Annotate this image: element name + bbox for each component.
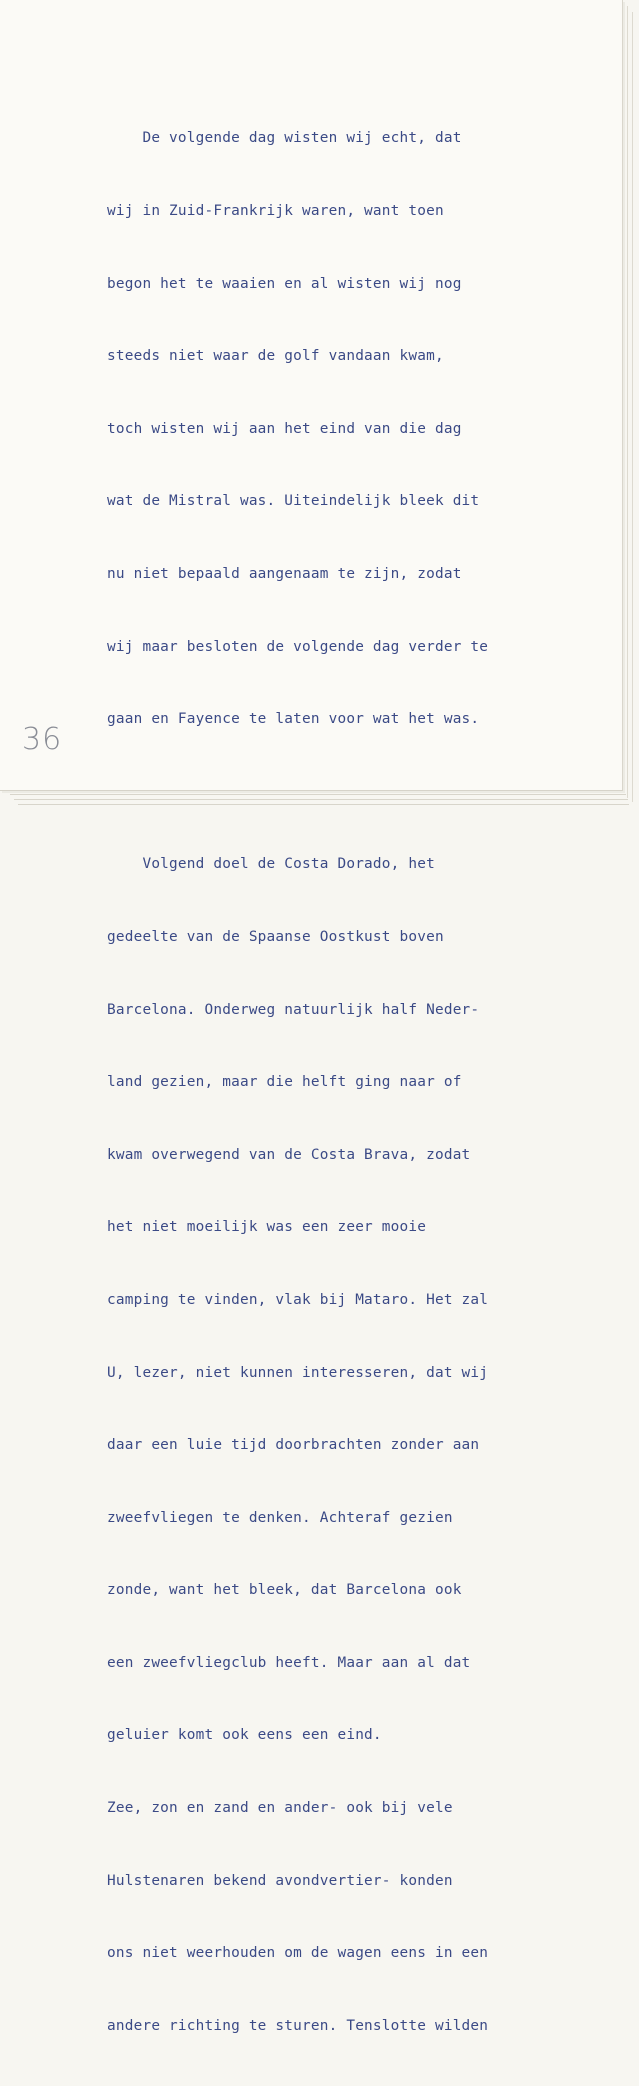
text-line: Barcelona. Onderweg natuurlijk half Neder- (107, 1001, 480, 1018)
page-edge-right-2 (632, 12, 633, 802)
text-line: geluier komt ook eens een eind. (107, 1727, 382, 1744)
text-line: zweefvliegen te denken. Achteraf gezien (107, 1509, 453, 1526)
text-line: camping te vinden, vlak bij Mataro. Het zal (107, 1291, 489, 1308)
page-edge-1 (10, 794, 626, 795)
text-line: begon het te waaien en al wisten wij nog (107, 275, 462, 292)
text-line: wat de Mistral was. Uiteindelijk bleek dit (107, 493, 480, 510)
text-line: een zweefvliegclub heeft. Maar aan al dat (107, 1654, 471, 1671)
text-line: Volgend doel de Costa Dorado, het (107, 856, 435, 873)
text-line: Hulstenaren bekend avondvertier- konden (107, 1872, 453, 1889)
text-line: gedeelte van de Spaanse Oostkust boven (107, 928, 444, 945)
text-line: ons niet weerhouden om de wagen eens in een (107, 1945, 489, 1962)
text-line: gaan en Fayence te laten voor wat het was. (107, 711, 480, 728)
typed-text (107, 78, 547, 2086)
text-line: toch wisten wij aan het eind van die dag (107, 420, 462, 437)
text-line: andere richting te sturen. Tenslotte wilden (107, 2017, 489, 2034)
page-edge-3 (18, 804, 629, 805)
page-number: 36 (22, 722, 63, 757)
text-line: land gezien, maar die helft ging naar of (107, 1074, 462, 1091)
text-line: U, lezer, niet kunnen interesseren, dat wij (107, 1364, 489, 1381)
page-edge-2 (14, 799, 628, 800)
text-line: wij in Zuid-Frankrijk waren, want toen (107, 203, 444, 219)
text-line: daar een luie tijd doorbrachten zonder aan (107, 1437, 480, 1454)
text-line: wij maar besloten de volgende dag verder te (107, 638, 489, 655)
text-line: zonde, want het bleek, dat Barcelona ook (107, 1582, 462, 1599)
text-line: steeds niet waar de golf vandaan kwam, (107, 348, 444, 365)
page-edge-right-1 (627, 6, 628, 798)
paragraph-gap (107, 780, 547, 804)
text-line: kwam overwegend van de Costa Brava, zodat (107, 1146, 471, 1163)
text-line: Zee, zon en zand en ander- ook bij vele (107, 1800, 453, 1817)
text-line: nu niet bepaald aangenaam te zijn, zodat (107, 565, 462, 582)
text-line: De volgende dag wisten wij echt, dat (107, 130, 462, 147)
text-line: het niet moeilijk was een zeer mooie (107, 1219, 427, 1236)
